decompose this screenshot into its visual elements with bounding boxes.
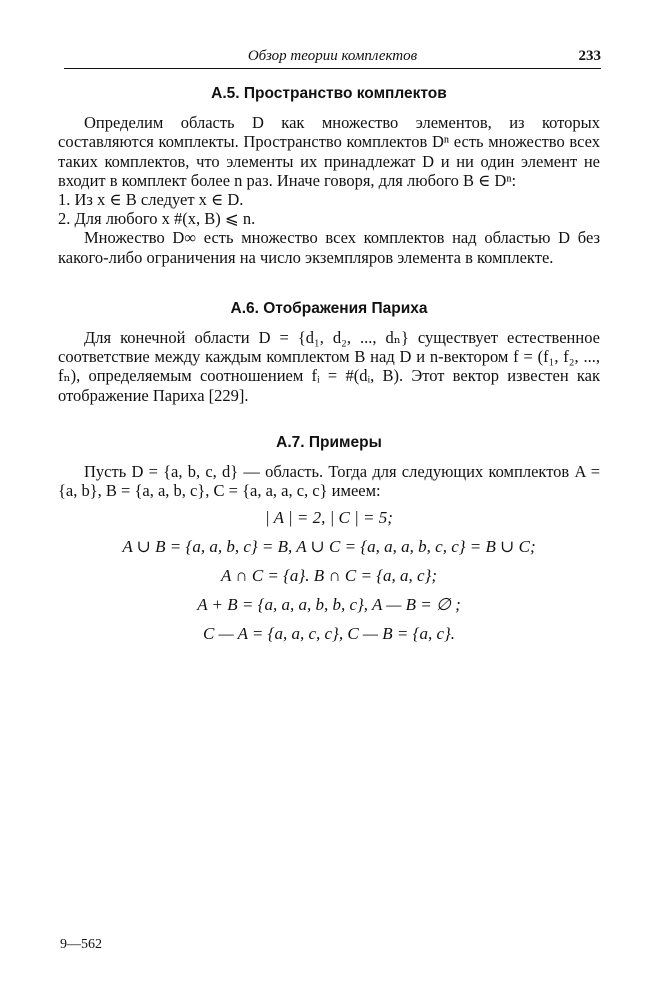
a5-paragraph-2: Множество D∞ есть множество всех комплектов над областью D без какого-либо ограничения на число экземпляров элемента в комплекте. (58, 228, 600, 267)
page-number: 233 (578, 48, 601, 64)
running-title: Обзор теории комплектов (247, 48, 418, 64)
header-rule (64, 68, 601, 69)
formula-cardinality: | A | = 2, | C | = 5; (265, 508, 393, 528)
signature-mark: 9—562 (60, 937, 102, 952)
section-heading-a7: А.7. Примеры (276, 433, 382, 451)
running-header (64, 44, 601, 68)
a5-paragraph-1: Определим область D как множество элементов, из которых составляются комплекты. Пространство комплектов Dⁿ есть множество всех таких комплектов, что элементы их принадлежат D и ни один элемент не входит в комплект более n раз. Иначе говоря, для любого B ∈ Dⁿ: (58, 113, 600, 190)
section-heading-a5: А.5. Пространство комплектов (211, 85, 447, 102)
page-body (58, 78, 600, 644)
a7-paragraph: Пусть D = {a, b, c, d} — область. Тогда для следующих комплектов A = {a, b}, B = {a, a, b, c}, C = {a, a, a, c, c} имеем: (58, 462, 600, 501)
formula-union: A ∪ B = {a, a, b, c} = B, A ∪ C = {a, a, a, b, c, c} = B ∪ C; (122, 537, 536, 557)
formula-difference: C — A = {a, a, c, c}, C — B = {a, c}. (202, 624, 456, 644)
formula-sum-difference: A + B = {a, a, a, b, b, c}, A — B = ∅ ; (197, 595, 461, 615)
formula-intersection: A ∩ C = {a}. B ∩ C = {a, a, c}; (220, 566, 438, 586)
section-heading-a6: А.6. Отображения Париха (230, 299, 428, 317)
a5-list-item-2: 2. Для любого x #(x, B) ⩽ n. (58, 209, 256, 229)
a6-paragraph: Для конечной области D = {d₁, d₂, ..., dₙ} существует естественное соответствие между каждым комплектом B над D и n-вектором f = (f₁, f₂, ..., fₙ), определяемым соотношением fᵢ = #(dᵢ, B). Этот вектор известен как отображение Париха [229]. (58, 328, 600, 405)
a5-list-item-1: 1. Из x ∈ B следует x ∈ D. (58, 190, 244, 210)
